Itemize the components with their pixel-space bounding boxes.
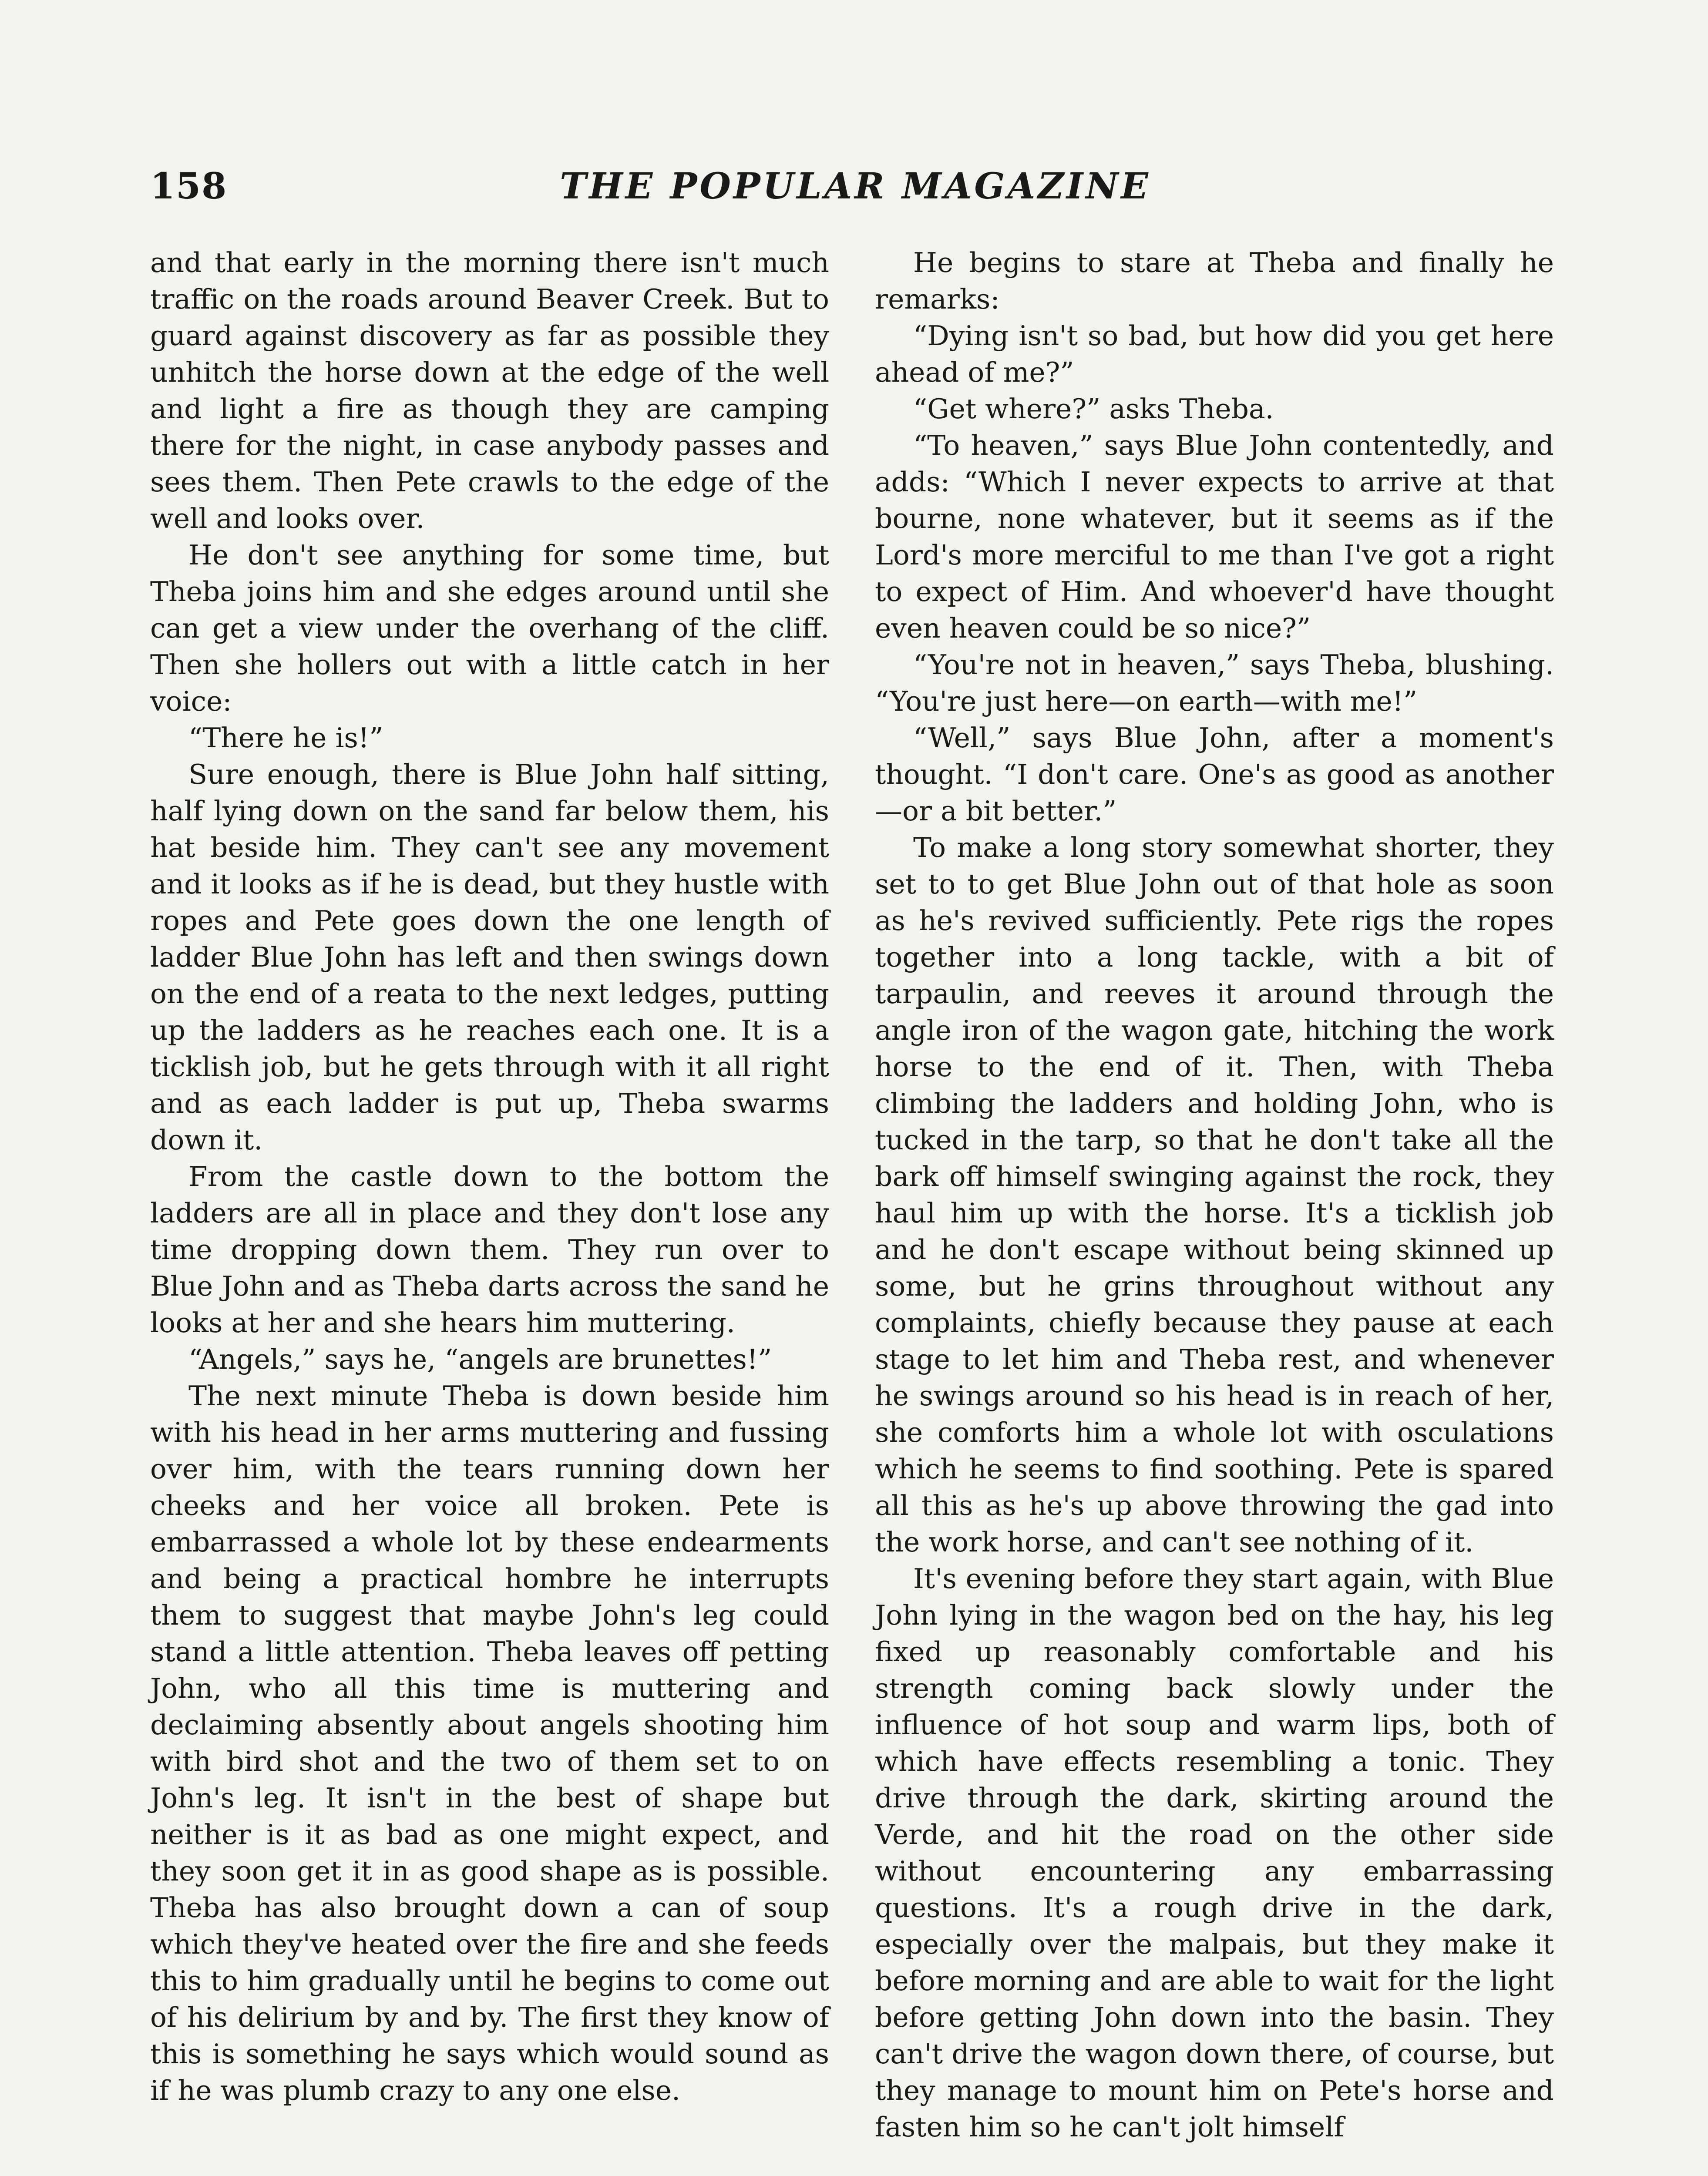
- magazine-title: THE POPULAR MAGAZINE: [560, 165, 1151, 207]
- paragraph: The next minute Theba is down beside him with his head in her arms muttering and fussing over him, with the tears running down her cheeks and her voice all broken. Pete is embarrassed a whole lot by these endearments and being a practical hombre he interrupts them to suggest that maybe John's leg could stand a little attention. Theba leaves off petting John, who all this time is muttering and declaiming absently about angels shooting him with bird shot and the two of them set to on John's leg. It isn't in the best of shape but neither is it as bad as one might expect, and they soon get it in as good shape as is possible. Theba has also brought down a can of soup which they've heated over the fire and she feeds this to him gradually until he begins to come out of his delirium by and by. The first they know of this is something he says which would sound as if he was plumb crazy to any one else.: [150, 1380, 829, 2106]
- paragraph: It's evening before they start again, with Blue John lying in the wagon bed on the hay, his leg fixed up reasonably comfortable and his strength coming back slowly under the influence of hot soup and warm lips, both of which have effects resembling a tonic. They drive through the dark, skirting around the Verde, and hit the road on the other side without encountering any embarrassing questions. It's a rough drive in the dark, especially over the malpais, but they make it before morning and are able to wait for the light before getting John down into the basin. They can't drive the wagon down there, of course, but they manage to mount him on Pete's horse and fasten him so he can't jolt himself: [875, 1563, 1554, 2143]
- paragraph: “Angels,” says he, “angels are brunettes!”: [188, 1343, 772, 1375]
- paragraph: “Dying isn't so bad, but how did you get here ahead of me?”: [875, 320, 1554, 388]
- paragraph: “Well,” says Blue John, after a moment's thought. “I don't care. One's as good as another—or a bit better.”: [875, 722, 1554, 827]
- paragraph: “To heaven,” says Blue John contentedly, and adds: “Which I never expects to arrive at that bourne, none whatever, but it seems as if the Lord's more merciful to me than I've got a right to expect of Him. And whoever'd have thought even heaven could be so nice?”: [875, 430, 1554, 644]
- left-column: [150, 245, 829, 2109]
- paragraph: To make a long story somewhat shorter, they set to to get Blue John out of that hole as soon as he's revived sufficiently. Pete rigs the ropes together into a long tackle, with a bit of tarpaulin, and reeves it around through the angle iron of the wagon gate, hitching the work horse to the end of it. Then, with Theba climbing the ladders and holding John, who is tucked in the tarp, so that he don't take all the bark off himself swinging against the rock, they haul him up with the horse. It's a ticklish job and he don't escape without being skinned up some, but he grins throughout without any complaints, chiefly because they pause at each stage to let him and Theba rest, and whenever he swings around so his head is in reach of her, she comforts him a whole lot with osculations which he seems to find soothing. Pete is spared all this as he's up above throwing the gad into the work horse, and can't see nothing of it.: [875, 832, 1554, 1558]
- paragraph: “There he is!”: [188, 722, 383, 754]
- paragraph: He don't see anything for some time, but Theba joins him and she edges around until she can get a view under the overhang of the cliff. Then she hollers out with a little catch in her voice:: [150, 539, 829, 717]
- right-column: [875, 245, 1554, 2146]
- running-header: [150, 165, 1560, 213]
- paragraph: and that early in the morning there isn't much traffic on the roads around Beaver Creek. But to guard against discovery as far as possible they unhitch the horse down at the edge of the well and light a fire as though they are camping there for the night, in case anybody passes and sees them. Then Pete crawls to the edge of the well and looks over.: [150, 247, 829, 534]
- page-number: 158: [150, 165, 228, 207]
- paragraph: He begins to stare at Theba and finally he remarks:: [875, 247, 1554, 315]
- paragraph: “Get where?” asks Theba.: [913, 393, 1274, 425]
- paragraph: “You're not in heaven,” says Theba, blushing. “You're just here—on earth—with me!”: [875, 649, 1554, 717]
- paragraph: Sure enough, there is Blue John half sitting, half lying down on the sand far below them, his hat beside him. They can't see any movement and it looks as if he is dead, but they hustle with ropes and Pete goes down the one length of ladder Blue John has left and then swings down on the end of a reata to the next ledges, putting up the ladders as he reaches each one. It is a ticklish job, but he gets through with it all right and as each ladder is put up, Theba swarms down it.: [150, 759, 829, 1156]
- paragraph: From the castle down to the bottom the ladders are all in place and they don't lose any time dropping down them. They run over to Blue John and as Theba darts across the sand he looks at her and she hears him muttering.: [150, 1161, 829, 1339]
